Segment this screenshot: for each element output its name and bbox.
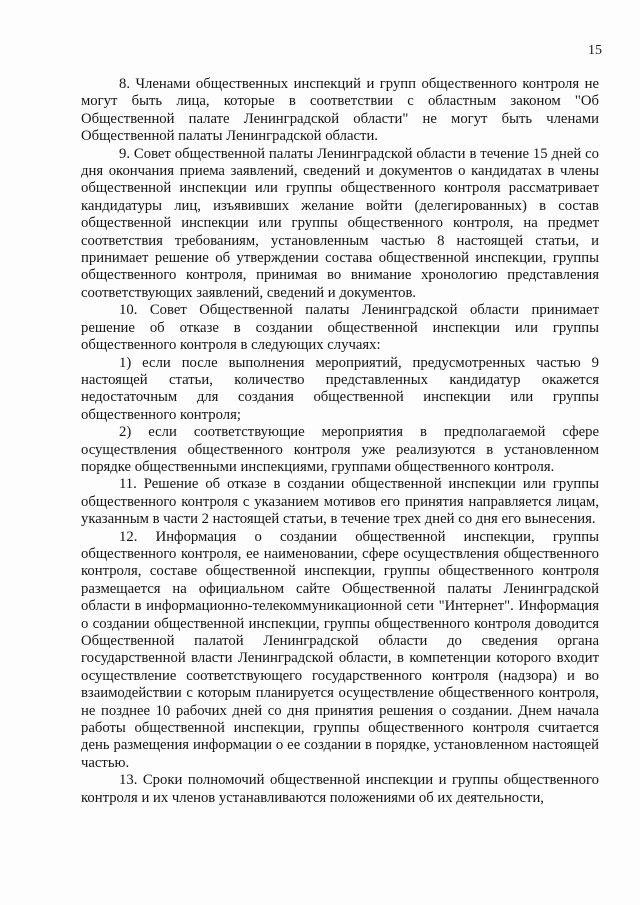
paragraph-part-10: 10. Совет Общественной палаты Ленинградской области принимает решение об отказе в создании общественной инспекции или группы общественного контроля в следующих случаях: (81, 302, 599, 354)
paragraph-item-2: 2) если соответствующие мероприятия в предполагаемой сфере осуществления общественного контроля уже реализуются в установленном порядке общественными инспекциями, группами общественного контроля. (81, 424, 599, 475)
paragraph-part-9: 9. Совет общественной палаты Ленинградской области в течение 15 дней со дня окончания приема заявлений, сведений и документов о кандидатах в члены общественной инспекции или группы общественного контроля рассматривает кандидатуры лиц, изъявивших желание войти (делегированных) в состав общественной инспекции или группы общественного контроля, на предмет соответствия требованиям, установленным частью 8 настоящей статьи, и принимает решение об утверждении состава общественной инспекции, группы общественного контроля, принимая во внимание хронологию представления соответствующих заявлений, сведений и документов. (81, 145, 599, 301)
document-body (81, 76, 599, 807)
paragraph-part-11: 11. Решение об отказе в создании общественной инспекции или группы общественного контроля с указанием мотивов его принятия направляется лицам, указанным в части 2 настоящей статьи, в течение трех дней со дня его вынесения. (81, 476, 599, 528)
paragraph-item-1: 1) если после выполнения мероприятий, предусмотренных частью 9 настоящей статьи, количество представленных кандидатур окажется недостаточным для создания общественной инспекции или группы общественного контроля; (81, 354, 599, 423)
paragraph-part-13: 13. Сроки полномочий общественной инспекции и группы общественного контроля и их членов устанавливаются положениями об их деятельности, (81, 772, 599, 806)
page-number: 15 (588, 43, 602, 58)
paragraph-part-8: 8. Членами общественных инспекций и групп общественного контроля не могут быть лица, которые в соответствии с областным законом "Об Общественной палате Ленинградской области" не могут быть членами Общественной палаты Ленинградской области. (81, 76, 599, 145)
paragraph-part-12: 12. Информация о создании общественной инспекции, группы общественного контроля, ее наименовании, сфере осуществления общественного контроля, составе общественной инспекции, группы общественного контроля размещается на официальном сайте Общественной палаты Ленинградской области в информационно-телекоммуникационной сети "Интернет". Информация о создании общественной инспекции, группы общественного контроля доводится Общественной палатой Ленинградской области до сведения органа государственной власти Ленинградской области, в компетенции которого входит осуществление соответствующего государственного контроля (надзора) и во взаимодействии с которым планируется осуществление общественного контроля, не позднее 10 рабочих дней со дня принятия решения о создании. Днем начала работы общественной инспекции, группы общественного контроля считается день размещения информации о ее создании в порядке, установленном настоящей частью. (81, 528, 599, 771)
